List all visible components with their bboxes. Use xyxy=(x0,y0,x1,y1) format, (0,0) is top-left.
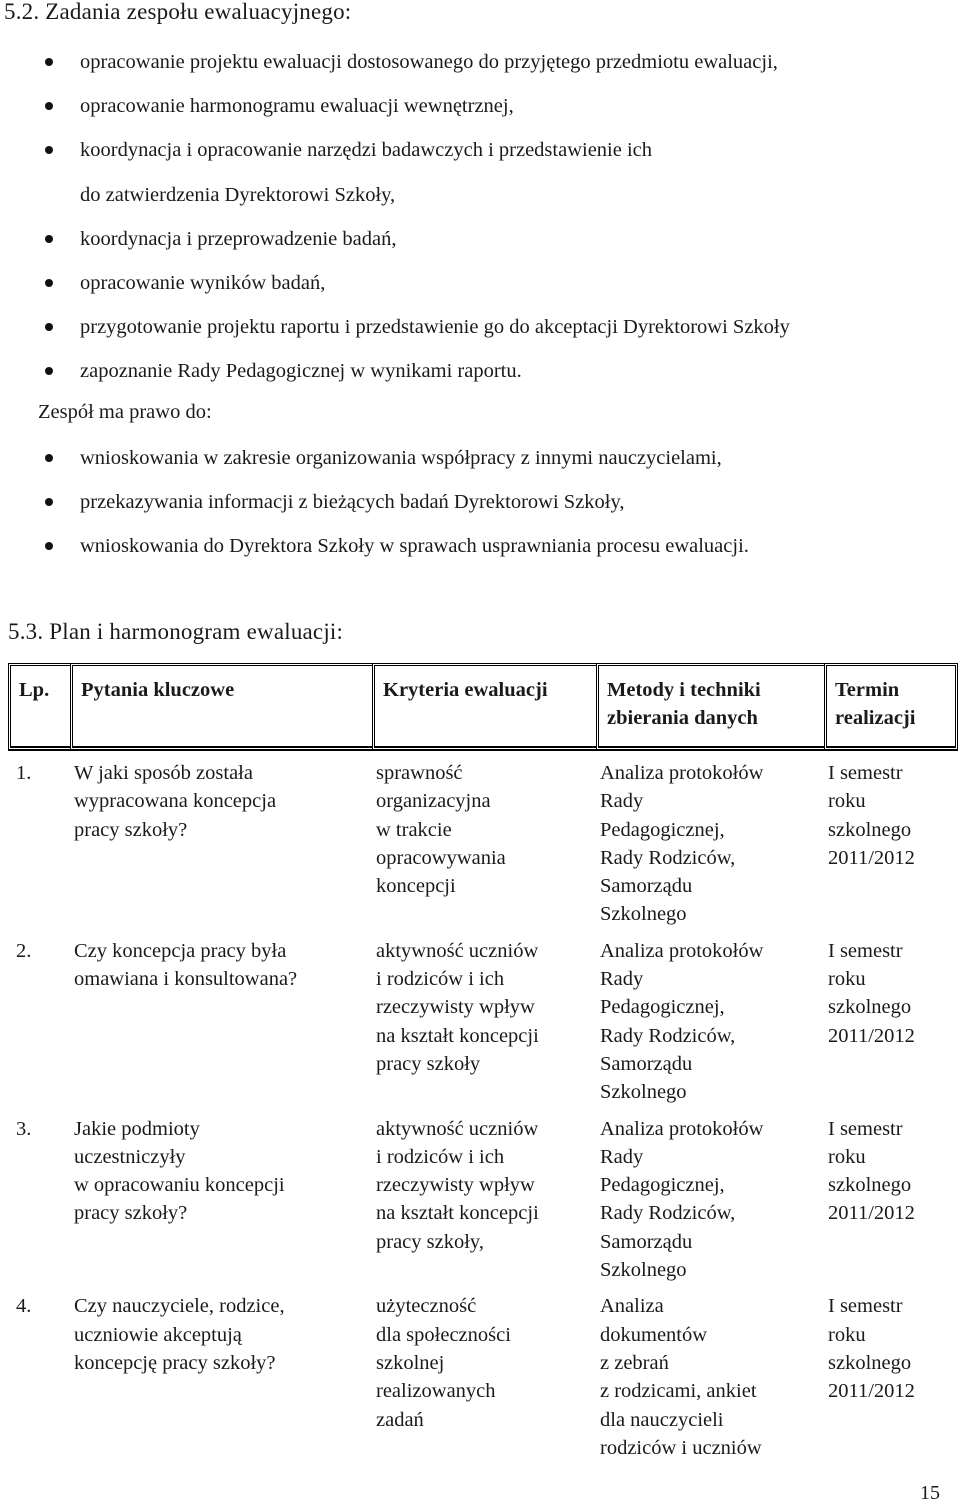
cell-criteria: użyteczność dla społeczności szkolnej realizowanych zadań xyxy=(376,1295,511,1431)
cell-question: Jakie podmioty uczestniczyły w opracowaniu koncepcji pracy szkoły? xyxy=(74,1117,285,1225)
cell-criteria: sprawność organizacyjna w trakcie opracowywania koncepcji xyxy=(376,762,506,898)
bullet-icon xyxy=(45,498,53,506)
bullet-icon xyxy=(45,323,53,331)
list-item: zapoznanie Rady Pedagogicznej w wynikami raportu. xyxy=(0,349,790,393)
tasks-list xyxy=(0,40,790,394)
cell-term: I semestr roku szkolnego 2011/2012 xyxy=(828,1295,915,1403)
bullet-icon xyxy=(45,235,53,243)
cell-lp: 2. xyxy=(16,939,32,962)
list-item: opracowanie wyników badań, xyxy=(0,261,790,305)
cell-lp: 3. xyxy=(16,1117,32,1140)
cell-methods: Analiza protokołów Rady Pedagogicznej, Rady Rodziców, Samorządu Szkolnego xyxy=(600,939,764,1104)
cell-criteria: aktywność uczniów i rodziców i ich rzeczywisty wpływ na kształt koncepcji pracy szkoły xyxy=(376,939,539,1075)
list-item: wnioskowania w zakresie organizowania współpracy z innymi nauczycielami, xyxy=(0,436,749,480)
cell-term: I semestr roku szkolnego 2011/2012 xyxy=(828,762,915,869)
bullet-icon xyxy=(45,102,53,110)
list-item: koordynacja i opracowanie narzędzi badawczych i przedstawienie ich xyxy=(0,128,790,172)
table-row xyxy=(8,1292,958,1470)
plan-table xyxy=(8,663,958,1470)
page-number: 15 xyxy=(920,1482,940,1504)
bullet-icon xyxy=(45,542,53,550)
list-item: przygotowanie projektu raportu i przedstawienie go do akceptacji Dyrektorowi Szkoły xyxy=(0,305,790,349)
list-item: wnioskowania do Dyrektora Szkoły w sprawach usprawniania procesu ewaluacji. xyxy=(0,524,749,568)
cell-term: I semestr roku szkolnego 2011/2012 xyxy=(828,939,915,1047)
cell-question: Czy nauczyciele, rodzice, uczniowie akceptują koncepcję pracy szkoły? xyxy=(74,1295,285,1374)
header-lp: Lp. xyxy=(8,663,70,751)
bullet-icon xyxy=(45,367,53,375)
header-methods: Metody i techniki zbierania danych xyxy=(596,663,824,751)
bullet-icon xyxy=(45,279,53,287)
table-row xyxy=(8,937,958,1115)
table-row xyxy=(8,751,958,937)
header-term: Termin realizacji xyxy=(824,663,958,751)
header-criteria: Kryteria ewaluacji xyxy=(372,663,596,751)
section-title-5-3: 5.3. Plan i harmonogram ewaluacji: xyxy=(8,619,344,644)
cell-question: W jaki sposób została wypracowana koncepcja pracy szkoły? xyxy=(74,762,277,841)
list-item: opracowanie harmonogramu ewaluacji wewnętrznej, xyxy=(0,84,790,128)
list-item: koordynacja i przeprowadzenie badań, xyxy=(0,217,790,261)
cell-lp: 4. xyxy=(16,1295,32,1318)
cell-term: I semestr roku szkolnego 2011/2012 xyxy=(828,1117,915,1225)
cell-criteria: aktywność uczniów i rodziców i ich rzeczywisty wpływ na kształt koncepcji pracy szkoły, xyxy=(376,1117,539,1253)
bullet-icon xyxy=(45,454,53,462)
table-row xyxy=(8,1115,958,1293)
rights-intro: Zespół ma prawo do: xyxy=(38,401,212,423)
cell-methods: Analiza protokołów Rady Pedagogicznej, Rady Rodziców, Samorządu Szkolnego xyxy=(600,762,764,926)
list-item: przekazywania informacji z bieżących badań Dyrektorowi Szkoły, xyxy=(0,480,749,524)
cell-methods: Analiza protokołów Rady Pedagogicznej, Rady Rodziców, Samorządu Szkolnego xyxy=(600,1117,764,1282)
list-item: opracowanie projektu ewaluacji dostosowanego do przyjętego przedmiotu ewaluacji, xyxy=(0,40,790,84)
section-title-5-2: 5.2. Zadania zespołu ewaluacyjnego: xyxy=(4,0,352,24)
header-questions: Pytania kluczowe xyxy=(70,663,372,751)
bullet-icon xyxy=(45,58,53,66)
cell-lp: 1. xyxy=(16,762,32,784)
rights-list xyxy=(0,436,749,569)
bullet-icon xyxy=(45,146,53,154)
list-item-continuation: do zatwierdzenia Dyrektorowi Szkoły, xyxy=(80,183,396,206)
cell-question: Czy koncepcja pracy była omawiana i konsultowana? xyxy=(74,939,298,991)
table-header-row xyxy=(8,663,958,751)
cell-methods: Analiza dokumentów z zebrań z rodzicami, ankiet dla nauczycieli rodziców i uczniów xyxy=(600,1295,762,1459)
